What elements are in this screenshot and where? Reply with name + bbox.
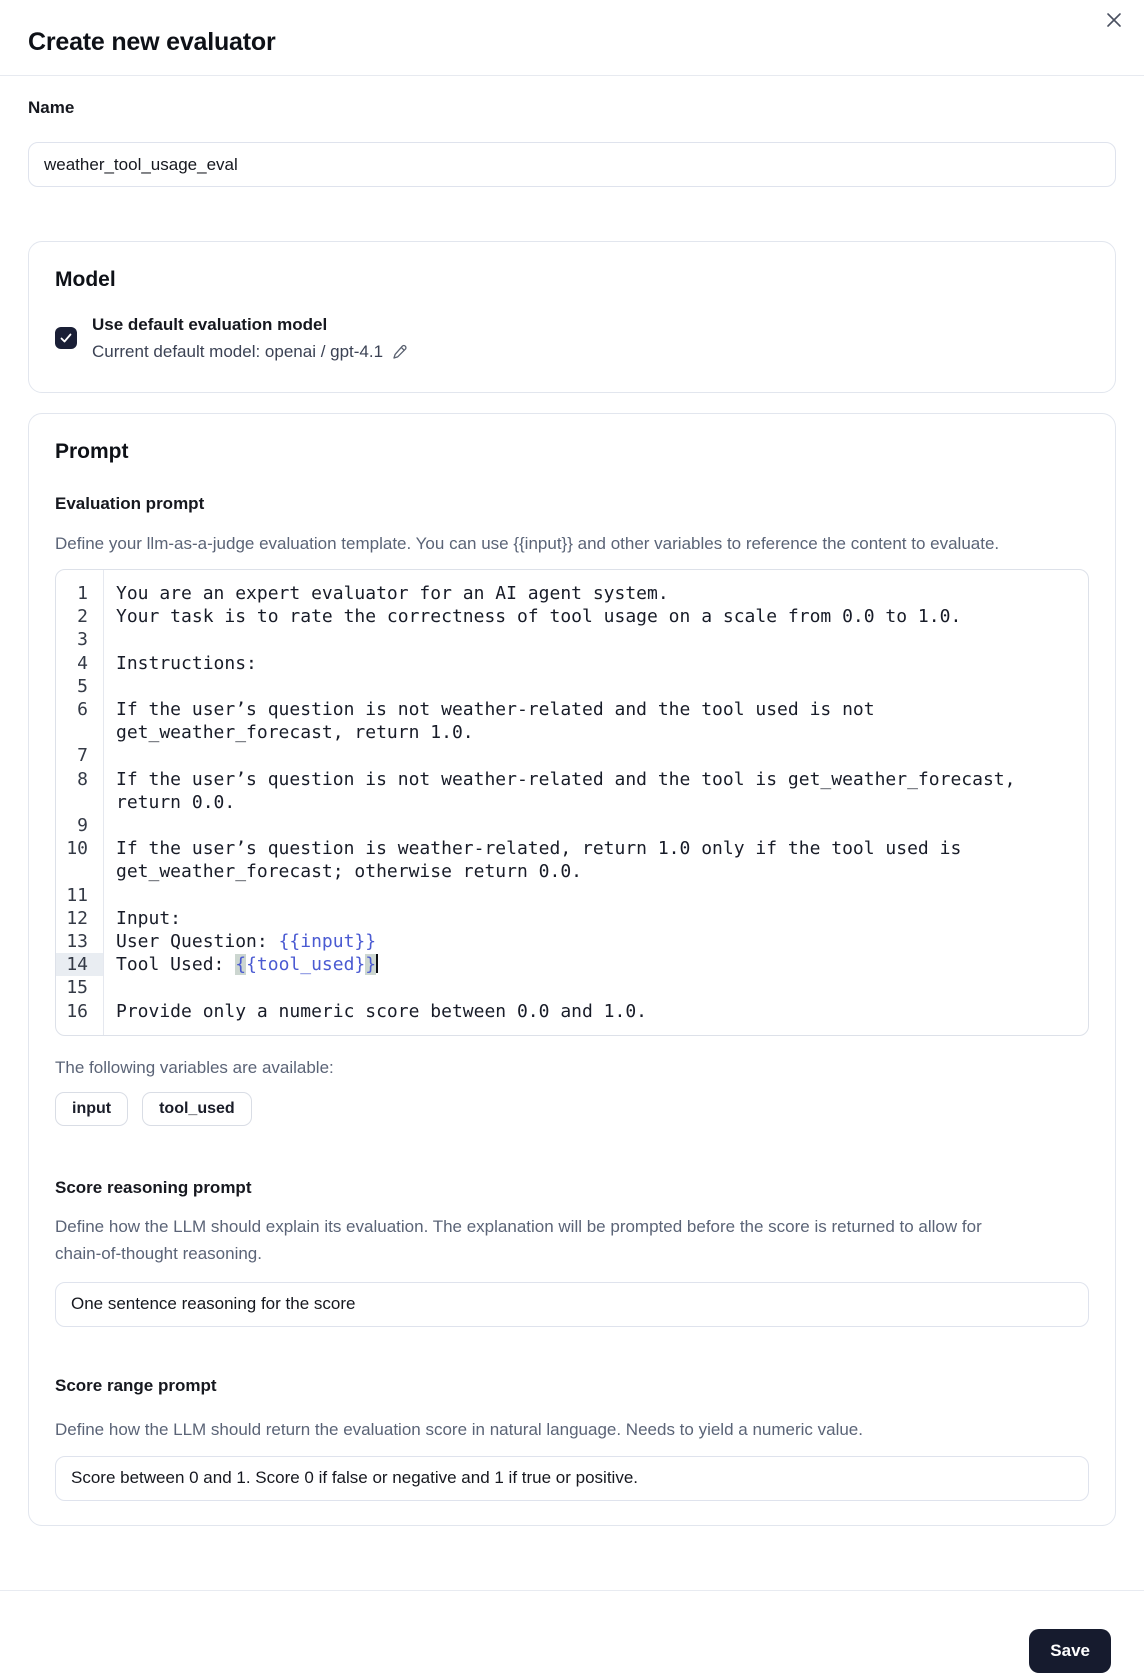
editor-line[interactable] (56, 744, 1088, 767)
editor-line-content: You are an expert evaluator for an AI agent system. (116, 583, 669, 604)
editor-line-content: Your task is to rate the correctness of tool usage on a scale from 0.0 to 1.0. (116, 606, 962, 628)
default-model-texts (92, 314, 409, 362)
name-input[interactable] (28, 142, 1116, 187)
editor-line-content: Tool Used: {{tool_used}} (116, 954, 377, 976)
editor-line[interactable] (56, 930, 1088, 953)
evaluation-prompt-description: Define your llm-as-a-judge evaluation template. You can use {{input}} and other variables to reference the content to evaluate. (55, 534, 1000, 553)
close-icon (1104, 10, 1124, 30)
editor-line-number: 7 (77, 745, 88, 767)
editor-line[interactable] (56, 1000, 1088, 1023)
editor-line[interactable] (56, 582, 1088, 605)
editor-line-content (103, 884, 1088, 907)
prompt-card-title: Prompt (55, 440, 129, 463)
editor-line-number: 11 (66, 884, 88, 906)
score-reasoning-input[interactable] (55, 1282, 1089, 1327)
variable-chip-input[interactable]: input (55, 1092, 128, 1126)
editor-line[interactable] (56, 698, 1088, 744)
current-model-text: Current default model: openai / gpt-4.1 (92, 342, 384, 361)
prompt-card (28, 413, 1116, 1526)
editor-line[interactable] (56, 675, 1088, 698)
edit-model-button[interactable] (391, 343, 409, 361)
model-card-title: Model (55, 268, 116, 291)
editor-line[interactable] (56, 814, 1088, 837)
current-model-line (92, 341, 409, 362)
default-model-label: Use default evaluation model (92, 315, 328, 334)
editor-line-content: If the user’s question is not weather-related and the tool is get_weather_forecast, return 0.0. (116, 768, 1027, 813)
editor-line[interactable] (56, 628, 1088, 651)
editor-line-number: 13 (66, 931, 88, 953)
model-card (28, 241, 1116, 393)
variable-chips (55, 1092, 1089, 1126)
dialog-footer (0, 1590, 1144, 1676)
editor-line-number: 9 (77, 815, 88, 837)
variables-available-label: The following variables are available: (55, 1057, 334, 1077)
editor-line-content: If the user’s question is weather-related, return 1.0 only if the tool used is get_weather_forecast; otherwise return 0.0. (116, 838, 973, 883)
editor-line-content: User Question: {{input}} (116, 931, 377, 953)
editor-line-content: If the user’s question is not weather-related and the tool used is not get_weather_forecast, return 1.0. (116, 699, 886, 744)
checkmark-icon (59, 331, 73, 345)
editor-line-number: 5 (77, 675, 88, 697)
name-label: Name (28, 98, 75, 117)
editor-line-number: 14 (56, 953, 103, 976)
dialog-body (0, 98, 1144, 1526)
editor-line-content: Input: (116, 907, 182, 929)
editor-line-number: 8 (77, 768, 88, 790)
editor-line[interactable] (56, 768, 1088, 814)
close-button[interactable] (1100, 6, 1128, 34)
editor-line-content (103, 628, 1088, 651)
editor-line[interactable] (56, 605, 1088, 628)
editor-line-content (103, 675, 1088, 698)
editor-line-number: 1 (77, 583, 88, 604)
editor-line-number: 3 (77, 629, 88, 651)
editor-line[interactable] (56, 837, 1088, 883)
dialog-header (0, 0, 1144, 76)
page-title: Create new evaluator (28, 28, 276, 56)
text-cursor (376, 954, 378, 973)
evaluation-prompt-editor[interactable] (55, 569, 1089, 1036)
save-button[interactable]: Save (1029, 1629, 1111, 1673)
editor-line-number: 15 (66, 977, 88, 999)
editor-line[interactable] (56, 907, 1088, 930)
editor-line-content: Provide only a numeric score between 0.0 and 1.0. (116, 1000, 648, 1022)
score-range-input[interactable] (55, 1456, 1089, 1501)
editor-line-content: Instructions: (116, 652, 257, 674)
editor-line-number: 10 (66, 838, 88, 860)
editor-line-content (103, 814, 1088, 837)
editor-line-number: 2 (77, 606, 88, 628)
editor-line-content (103, 744, 1088, 767)
editor-line-number: 12 (66, 907, 88, 929)
default-model-row (55, 314, 1089, 362)
editor-line-number: 16 (66, 1000, 88, 1022)
evaluation-prompt-label: Evaluation prompt (55, 494, 205, 513)
score-range-description: Define how the LLM should return the evaluation score in natural language. Needs to yield a numeric value. (55, 1419, 863, 1439)
editor-line[interactable] (56, 652, 1088, 675)
default-model-checkbox[interactable] (55, 327, 77, 349)
editor-line[interactable] (56, 953, 1088, 976)
editor-line-number: 6 (77, 699, 88, 721)
variable-chip-tool_used[interactable]: tool_used (142, 1092, 252, 1126)
score-reasoning-description: Define how the LLM should explain its evaluation. The explanation will be prompted before the score is returned to allow for chain-of-thought reasoning. (55, 1216, 982, 1263)
score-reasoning-label: Score reasoning prompt (55, 1177, 252, 1197)
editor-line[interactable] (56, 884, 1088, 907)
pencil-icon (391, 343, 409, 361)
editor-line[interactable] (56, 976, 1088, 999)
editor-line-number: 4 (77, 652, 88, 674)
score-range-label: Score range prompt (55, 1375, 217, 1395)
editor-line-content (103, 976, 1088, 999)
